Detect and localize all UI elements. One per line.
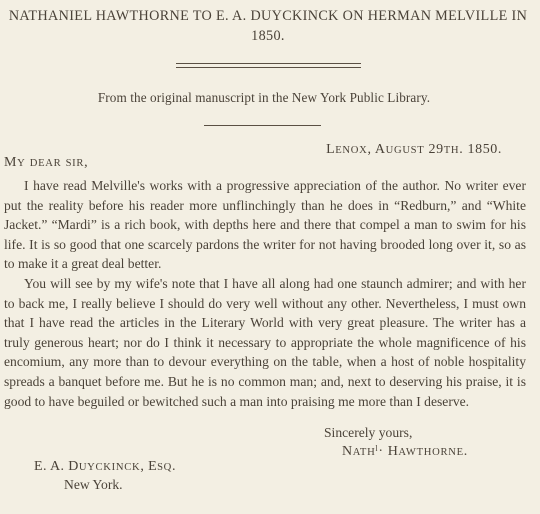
short-rule-divider: [204, 125, 321, 126]
addressee-city: New York.: [64, 477, 123, 492]
signature: NATHˡ· HAWTHORNE.: [342, 444, 468, 459]
dateline: LENOX, AUGUST 29TH. 1850.: [326, 142, 502, 157]
addressee-name: E. A. DUYCKINCK, ESQ.: [34, 459, 176, 474]
letter-body: [4, 176, 526, 411]
paragraph-2: You will see by my wife's note that I have all along had one staunch admirer; and with her to back me, I really believe I should do very well without any other. Nevertheless, I must own that I have read the articles in the Literary World with very great pleasure. The writer has a truly generous heart; nor do I think it necessary to appropriate the whole magnificence of his encomium, any more than to devour everything on the table, when a host of noble hospitality spreads a banquet before me. But he is no common man; and, next to deserving his praise, it is good to have beguiled or bewitched such a man into praising me more than I deserve.: [4, 275, 526, 409]
page-title: NATHANIEL HAWTHORNE TO E. A. DUYCKINCK ON HERMAN MELVILLE IN 1850.: [8, 8, 528, 44]
source-note: From the original manuscript in the New York Public Library.: [97, 90, 431, 105]
salutation: MY DEAR SIR,: [4, 155, 89, 170]
paragraph-1: I have read Melville's works with a progressive appreciation of the author. No writer ever put the reality before his reader more unflinchingly than he does in “Redburn,” and “White Jacket.” “Mardi” is a rich book, with depths here and there that compel a man to swim for his life. It is so good that one scarcely pardons the writer for not having brooded long over it, so as to make it a great deal better.: [4, 178, 526, 272]
closing: Sincerely yours,: [324, 425, 413, 440]
double-rule-divider: [176, 63, 361, 69]
